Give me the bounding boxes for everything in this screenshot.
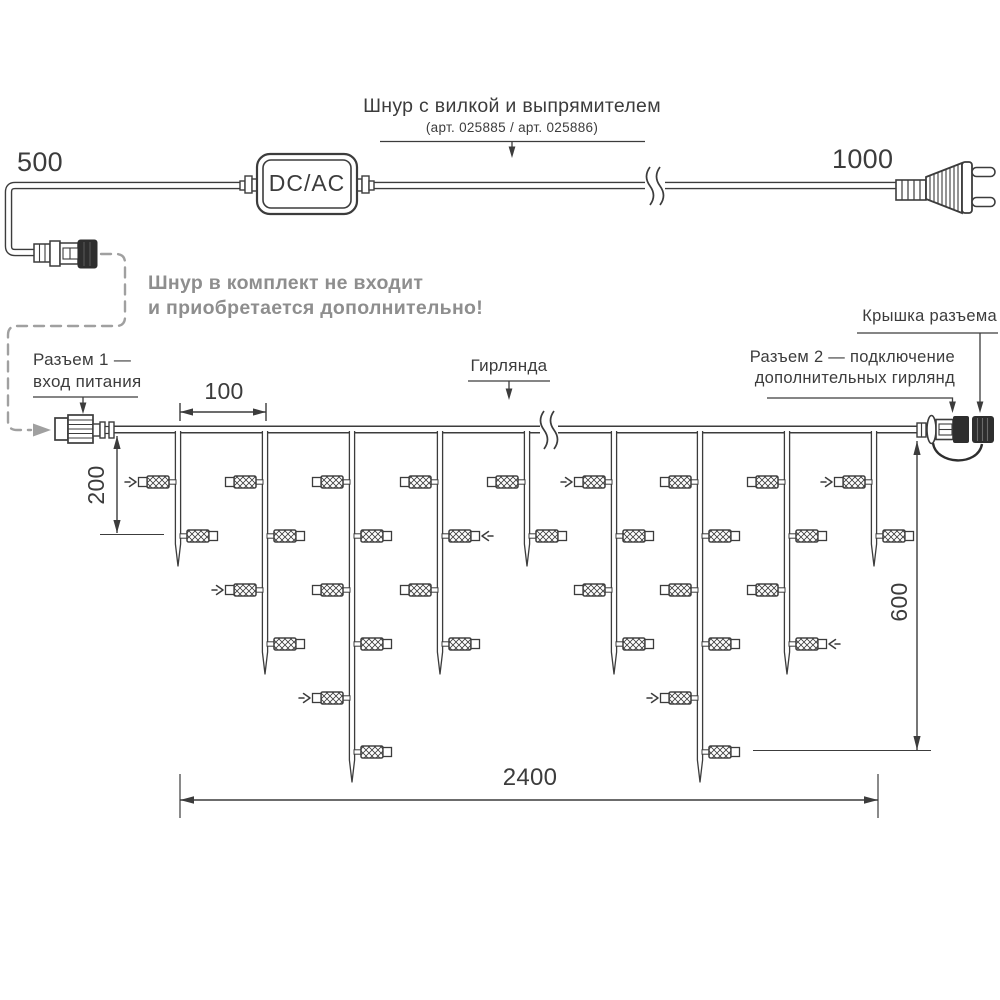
led-bulb bbox=[125, 476, 176, 488]
led-cap bbox=[401, 586, 410, 595]
led-bulb bbox=[575, 584, 613, 596]
led-cap bbox=[731, 640, 740, 649]
dim-100-label: 100 bbox=[204, 378, 244, 404]
led-cap bbox=[818, 640, 827, 649]
led-stub bbox=[354, 750, 361, 754]
power-cord-wire bbox=[9, 186, 898, 253]
led-cap bbox=[661, 478, 670, 487]
led-stub bbox=[876, 534, 883, 538]
led-body-hatch bbox=[709, 638, 731, 650]
led-cap bbox=[661, 694, 670, 703]
led-cap bbox=[383, 640, 392, 649]
led-body-hatch bbox=[449, 638, 471, 650]
led-body-hatch bbox=[449, 530, 471, 542]
led-bulb bbox=[488, 476, 526, 488]
dcac-label: DC/AC bbox=[268, 170, 346, 196]
led-cap bbox=[575, 478, 584, 487]
flash-arrow-icon bbox=[647, 694, 658, 703]
garland-label-leader bbox=[468, 381, 550, 400]
drop bbox=[212, 431, 305, 674]
led-bulb bbox=[267, 530, 305, 542]
led-body-hatch bbox=[321, 692, 343, 704]
led-cap bbox=[748, 478, 757, 487]
led-stub bbox=[354, 534, 361, 538]
drop bbox=[821, 431, 914, 566]
flash-arrow-icon bbox=[125, 478, 136, 487]
drop bbox=[299, 431, 392, 782]
led-body-hatch bbox=[496, 476, 518, 488]
dim-600-label: 600 bbox=[886, 582, 912, 622]
led-body-hatch bbox=[883, 530, 905, 542]
led-body-hatch bbox=[583, 584, 605, 596]
led-body-hatch bbox=[756, 476, 778, 488]
led-body-hatch bbox=[409, 476, 431, 488]
led-cap bbox=[226, 586, 235, 595]
led-bulb bbox=[529, 530, 567, 542]
led-body-hatch bbox=[234, 476, 256, 488]
cord-break-icon bbox=[645, 167, 665, 205]
led-bulb bbox=[702, 638, 740, 650]
led-cap bbox=[226, 478, 235, 487]
led-stub bbox=[605, 588, 612, 592]
led-stub bbox=[343, 696, 350, 700]
led-bulb bbox=[442, 638, 480, 650]
drop bbox=[125, 431, 218, 566]
led-stub bbox=[691, 696, 698, 700]
led-body-hatch bbox=[796, 638, 818, 650]
led-cap bbox=[383, 748, 392, 757]
led-cap bbox=[905, 532, 914, 541]
flash-arrow-icon bbox=[561, 478, 572, 487]
led-stub bbox=[354, 642, 361, 646]
garland-drops bbox=[125, 431, 914, 782]
flash-arrow-icon bbox=[829, 640, 840, 649]
led-bulb bbox=[616, 530, 654, 542]
led-stub bbox=[778, 480, 785, 484]
led-stub bbox=[691, 588, 698, 592]
led-bulb bbox=[789, 638, 840, 650]
flash-arrow-icon bbox=[482, 532, 493, 541]
cord-subtitle: (арт. 025885 / арт. 025886) bbox=[425, 120, 599, 135]
led-bulb bbox=[267, 638, 305, 650]
led-stub bbox=[605, 480, 612, 484]
dim-200-label: 200 bbox=[83, 465, 109, 505]
led-cap bbox=[313, 694, 322, 703]
cord-end-connector-icon bbox=[34, 240, 97, 268]
led-bulb bbox=[354, 638, 392, 650]
led-cap bbox=[558, 532, 567, 541]
led-bulb bbox=[313, 584, 351, 596]
garland-break-icon bbox=[540, 411, 558, 449]
led-bulb bbox=[401, 584, 439, 596]
led-stub bbox=[256, 480, 263, 484]
led-bulb bbox=[748, 476, 786, 488]
led-bulb bbox=[876, 530, 914, 542]
led-bulb bbox=[702, 530, 740, 542]
led-body-hatch bbox=[361, 746, 383, 758]
led-stub bbox=[691, 480, 698, 484]
dashed-connection-path bbox=[8, 254, 125, 437]
led-stub bbox=[343, 588, 350, 592]
led-stub bbox=[169, 480, 176, 484]
flash-arrow-icon bbox=[299, 694, 310, 703]
led-bulb bbox=[661, 476, 699, 488]
led-body-hatch bbox=[321, 584, 343, 596]
drop bbox=[401, 431, 494, 674]
led-body-hatch bbox=[361, 530, 383, 542]
led-cap bbox=[401, 478, 410, 487]
led-body-hatch bbox=[843, 476, 865, 488]
led-body-hatch bbox=[623, 530, 645, 542]
led-cap bbox=[731, 748, 740, 757]
led-bulb bbox=[180, 530, 218, 542]
drop bbox=[748, 431, 841, 674]
garland-label: Гирлянда bbox=[470, 356, 548, 375]
drop-wire bbox=[175, 431, 180, 566]
dim-2400-label: 2400 bbox=[502, 764, 558, 791]
connector1-icon bbox=[55, 415, 114, 443]
led-body-hatch bbox=[536, 530, 558, 542]
led-cap bbox=[645, 640, 654, 649]
led-bulb bbox=[661, 584, 699, 596]
led-cap bbox=[296, 640, 305, 649]
led-stub bbox=[442, 642, 449, 646]
not-included-line2: и приобретается дополнительно! bbox=[148, 297, 484, 319]
led-body-hatch bbox=[274, 638, 296, 650]
led-stub bbox=[789, 534, 796, 538]
led-body-hatch bbox=[321, 476, 343, 488]
drop bbox=[647, 431, 740, 782]
led-body-hatch bbox=[583, 476, 605, 488]
led-cap bbox=[645, 532, 654, 541]
led-body-hatch bbox=[234, 584, 256, 596]
led-stub bbox=[343, 480, 350, 484]
led-cap bbox=[383, 532, 392, 541]
led-bulb bbox=[299, 692, 350, 704]
led-stub bbox=[431, 588, 438, 592]
led-stub bbox=[256, 588, 263, 592]
led-cap bbox=[731, 532, 740, 541]
drop bbox=[561, 431, 654, 674]
cap-label: Крышка разъема bbox=[862, 307, 997, 325]
led-body-hatch bbox=[187, 530, 209, 542]
led-stub bbox=[865, 480, 872, 484]
led-bulb bbox=[821, 476, 872, 488]
led-body-hatch bbox=[709, 530, 731, 542]
led-stub bbox=[267, 534, 274, 538]
led-cap bbox=[661, 586, 670, 595]
led-cap bbox=[471, 532, 480, 541]
led-stub bbox=[616, 534, 623, 538]
dashed-arrowhead-icon bbox=[33, 424, 51, 437]
led-bulb bbox=[401, 476, 439, 488]
led-bulb bbox=[313, 476, 351, 488]
led-bulb bbox=[442, 530, 493, 542]
led-stub bbox=[180, 534, 187, 538]
drop-wire bbox=[437, 431, 442, 674]
led-cap bbox=[488, 478, 497, 487]
led-bulb bbox=[354, 530, 392, 542]
connector1-leader bbox=[33, 397, 138, 414]
connector1-label-line1: Разъем 1 — bbox=[33, 350, 132, 369]
flash-arrow-icon bbox=[212, 586, 223, 595]
dim-100 bbox=[180, 403, 266, 421]
led-cap bbox=[818, 532, 827, 541]
connector2-leader bbox=[767, 398, 956, 413]
dim-500-label: 500 bbox=[17, 147, 63, 177]
led-bulb bbox=[616, 638, 654, 650]
led-bulb bbox=[561, 476, 612, 488]
led-bulb bbox=[226, 476, 264, 488]
led-stub bbox=[778, 588, 785, 592]
led-cap bbox=[471, 640, 480, 649]
led-stub bbox=[702, 534, 709, 538]
dim-1000-label: 1000 bbox=[832, 144, 894, 174]
led-bulb bbox=[354, 746, 392, 758]
led-bulb bbox=[212, 584, 263, 596]
connector-cap-icon bbox=[972, 416, 994, 443]
connector1-label-line2: вход питания bbox=[33, 372, 142, 391]
led-body-hatch bbox=[274, 530, 296, 542]
led-cap bbox=[313, 478, 322, 487]
connector2-label-line2: дополнительных гирлянд bbox=[754, 369, 955, 387]
led-stub bbox=[702, 642, 709, 646]
led-body-hatch bbox=[669, 584, 691, 596]
led-bulb bbox=[748, 584, 786, 596]
led-stub bbox=[616, 642, 623, 646]
led-cap bbox=[139, 478, 148, 487]
led-cap bbox=[835, 478, 844, 487]
led-cap bbox=[296, 532, 305, 541]
drop-wire bbox=[524, 431, 529, 566]
drop-wire bbox=[611, 431, 616, 674]
flash-arrow-icon bbox=[821, 478, 832, 487]
led-stub bbox=[789, 642, 796, 646]
led-body-hatch bbox=[669, 692, 691, 704]
led-cap bbox=[748, 586, 757, 595]
cord-title-leader bbox=[380, 142, 645, 159]
drop bbox=[488, 431, 567, 566]
mains-plug-icon bbox=[896, 162, 995, 213]
led-body-hatch bbox=[756, 584, 778, 596]
led-body-hatch bbox=[796, 530, 818, 542]
led-stub bbox=[529, 534, 536, 538]
led-body-hatch bbox=[709, 746, 731, 758]
led-cap bbox=[575, 586, 584, 595]
led-cap bbox=[209, 532, 218, 541]
led-body-hatch bbox=[623, 638, 645, 650]
cord-title: Шнур с вилкой и выпрямителем bbox=[363, 95, 661, 117]
drop-wire bbox=[871, 431, 876, 566]
drop-wire bbox=[784, 431, 789, 674]
led-cap bbox=[313, 586, 322, 595]
led-body-hatch bbox=[147, 476, 169, 488]
led-stub bbox=[431, 480, 438, 484]
led-body-hatch bbox=[669, 476, 691, 488]
led-body-hatch bbox=[361, 638, 383, 650]
not-included-line1: Шнур в комплект не входит bbox=[148, 272, 424, 294]
drop-wire bbox=[262, 431, 267, 674]
led-stub bbox=[518, 480, 525, 484]
led-bulb bbox=[647, 692, 698, 704]
led-stub bbox=[442, 534, 449, 538]
led-bulb bbox=[702, 746, 740, 758]
led-stub bbox=[267, 642, 274, 646]
connector2-label-line1: Разъем 2 — подключение bbox=[749, 348, 955, 366]
led-body-hatch bbox=[409, 584, 431, 596]
led-bulb bbox=[789, 530, 827, 542]
led-stub bbox=[702, 750, 709, 754]
